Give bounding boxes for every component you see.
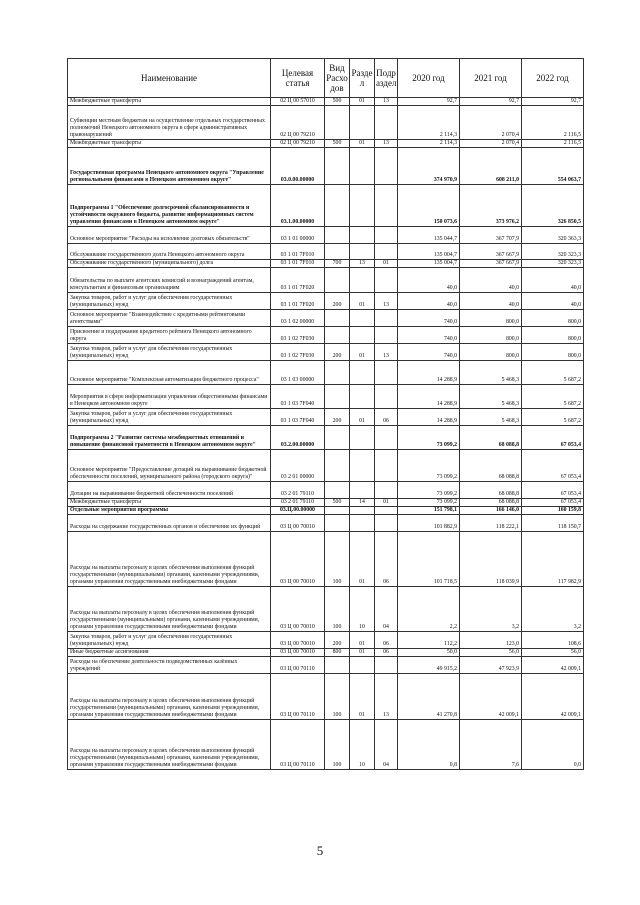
row-expense-type bbox=[325, 450, 350, 482]
row-subsection: 06 bbox=[375, 649, 398, 657]
row-value-2021: 118 039,9 bbox=[460, 532, 522, 587]
row-section bbox=[350, 310, 375, 327]
header-section: Разде л bbox=[350, 59, 375, 98]
row-subsection bbox=[375, 244, 398, 260]
row-expense-type bbox=[325, 106, 350, 140]
row-expense-type bbox=[325, 227, 350, 244]
row-section bbox=[350, 185, 375, 227]
table-row bbox=[68, 268, 584, 293]
row-name: Основное мероприятие "Предоставление дотаций на выравнивание бюджетной обеспеченности поселений, муниципального района (городского округа)" bbox=[68, 450, 271, 482]
row-value-2021: 118 222,1 bbox=[460, 515, 522, 532]
row-subsection bbox=[375, 361, 398, 385]
row-subsection bbox=[375, 482, 398, 499]
row-target-article: 03 Ц 00 70010 bbox=[271, 515, 325, 532]
row-value-2022: 2 116,5 bbox=[522, 106, 584, 140]
row-value-2021: 123,0 bbox=[460, 632, 522, 649]
table-row bbox=[68, 632, 584, 649]
row-expense-type bbox=[325, 148, 350, 185]
row-value-2022: 800,0 bbox=[522, 310, 584, 327]
row-section: 01 bbox=[350, 409, 375, 426]
row-target-article: 03 1 01 7F010 bbox=[271, 260, 325, 268]
row-value-2022: 67 053,4 bbox=[522, 426, 584, 450]
table-row bbox=[68, 327, 584, 344]
row-section: 10 bbox=[350, 720, 375, 770]
row-section bbox=[350, 106, 375, 140]
row-name: Основное мероприятие "Комплексная автоматизация бюджетного процесса" bbox=[68, 361, 271, 385]
row-name: Обязательства по выплате агентских комиссий и вознаграждений агентам, консультантам и финансовым организациям bbox=[68, 268, 271, 293]
table-row bbox=[68, 507, 584, 515]
row-name: Иные бюджетные ассигнования bbox=[68, 649, 271, 657]
row-section bbox=[350, 450, 375, 482]
row-target-article: 03 1 02 00000 bbox=[271, 310, 325, 327]
row-subsection bbox=[375, 515, 398, 532]
row-value-2020: 2,2 bbox=[398, 587, 460, 632]
row-section: 13 bbox=[350, 260, 375, 268]
row-value-2022: 0,0 bbox=[522, 720, 584, 770]
row-name: Закупка товаров, работ и услуг для обеспечения государственных (муниципальных) нужд bbox=[68, 409, 271, 426]
row-value-2020: 14 288,9 bbox=[398, 385, 460, 409]
row-section bbox=[350, 426, 375, 450]
row-value-2022: 42 009,1 bbox=[522, 657, 584, 674]
row-subsection bbox=[375, 106, 398, 140]
header-year-2020: 2020 год bbox=[398, 59, 460, 98]
row-target-article: 03 1 03 00000 bbox=[271, 361, 325, 385]
row-name: Расходы на выплаты персоналу в целях обеспечения выполнения функций государственными (муниципальными) органами, казенными учреждениями, органами управления государственными внебюджетными фондами bbox=[68, 532, 271, 587]
row-target-article: 02 Ц 00 57010 bbox=[271, 98, 325, 106]
row-section: 01 bbox=[350, 632, 375, 649]
row-value-2020: 14 288,9 bbox=[398, 361, 460, 385]
row-subsection: 01 bbox=[375, 260, 398, 268]
row-value-2020: 151 798,1 bbox=[398, 507, 460, 515]
row-section: 01 bbox=[350, 649, 375, 657]
row-subsection: 13 bbox=[375, 140, 398, 148]
row-name: Межбюджетные трансферты bbox=[68, 140, 271, 148]
row-expense-type: 700 bbox=[325, 260, 350, 268]
table-row bbox=[68, 310, 584, 327]
row-subsection: 04 bbox=[375, 720, 398, 770]
row-value-2021: 373 976,2 bbox=[460, 185, 522, 227]
row-target-article: 03 1 01 7F010 bbox=[271, 244, 325, 260]
row-name: Подпрограмма 1 "Обеспечение долгосрочной сбалансированности и устойчивости окружного бюджета, развитие информационных систем управления финансами в Ненецком автономном округе" bbox=[68, 185, 271, 227]
row-value-2021: 3,2 bbox=[460, 587, 522, 632]
row-subsection: 13 bbox=[375, 293, 398, 310]
row-target-article: 03 Ц 00 70010 bbox=[271, 649, 325, 657]
row-value-2021: 5 468,3 bbox=[460, 409, 522, 426]
row-target-article: 03 1 01 7F020 bbox=[271, 293, 325, 310]
header-expense-type: Вид Расхо дов bbox=[325, 59, 350, 98]
row-value-2021: 800,0 bbox=[460, 310, 522, 327]
row-name: Основное мероприятие "Расходы на исполнение долговых обязательств" bbox=[68, 227, 271, 244]
row-subsection: 04 bbox=[375, 587, 398, 632]
row-value-2020: 73 099,2 bbox=[398, 426, 460, 450]
row-expense-type: 500 bbox=[325, 140, 350, 148]
header-year-2022: 2022 год bbox=[522, 59, 584, 98]
table-row bbox=[68, 450, 584, 482]
table-row bbox=[68, 587, 584, 632]
row-value-2022: 117 982,9 bbox=[522, 532, 584, 587]
table-row bbox=[68, 385, 584, 409]
row-expense-type: 100 bbox=[325, 532, 350, 587]
row-value-2020: 374 970,9 bbox=[398, 148, 460, 185]
row-value-2020: 101 882,9 bbox=[398, 515, 460, 532]
row-subsection bbox=[375, 426, 398, 450]
row-section: 01 bbox=[350, 98, 375, 106]
row-subsection bbox=[375, 327, 398, 344]
row-target-article: 03 Ц 00 70110 bbox=[271, 657, 325, 674]
row-target-article: 02 Ц 00 79210 bbox=[271, 106, 325, 140]
row-value-2020: 0,8 bbox=[398, 720, 460, 770]
table-row bbox=[68, 148, 584, 185]
row-value-2022: 320 323,3 bbox=[522, 260, 584, 268]
row-section bbox=[350, 227, 375, 244]
row-value-2020: 740,0 bbox=[398, 344, 460, 361]
row-name: Расходы на обеспечение деятельности подведомственных казённых учреждений bbox=[68, 657, 271, 674]
row-subsection: 06 bbox=[375, 409, 398, 426]
row-expense-type bbox=[325, 268, 350, 293]
row-value-2020: 101 718,5 bbox=[398, 532, 460, 587]
row-expense-type bbox=[325, 515, 350, 532]
row-value-2020: 92,7 bbox=[398, 98, 460, 106]
row-target-article: 03 Ц 00 70010 bbox=[271, 632, 325, 649]
row-expense-type: 200 bbox=[325, 632, 350, 649]
row-target-article: 03 Ц 00 70010 bbox=[271, 587, 325, 632]
row-value-2022: 3,2 bbox=[522, 587, 584, 632]
row-value-2022: 118 150,7 bbox=[522, 515, 584, 532]
row-value-2020: 73 099,2 bbox=[398, 499, 460, 507]
row-subsection bbox=[375, 507, 398, 515]
table-row bbox=[68, 244, 584, 260]
row-target-article: 03 2 01 79110 bbox=[271, 482, 325, 499]
table-row bbox=[68, 649, 584, 657]
row-target-article: 02 Ц 00 79210 bbox=[271, 140, 325, 148]
row-value-2021: 367 707,9 bbox=[460, 227, 522, 244]
row-expense-type bbox=[325, 482, 350, 499]
row-subsection bbox=[375, 227, 398, 244]
row-value-2021: 7,6 bbox=[460, 720, 522, 770]
row-section: 01 bbox=[350, 140, 375, 148]
row-target-article: 03 1 01 7F020 bbox=[271, 268, 325, 293]
row-value-2020: 740,0 bbox=[398, 327, 460, 344]
row-value-2021: 800,0 bbox=[460, 344, 522, 361]
row-target-article: 03.Ц.00.00000 bbox=[271, 507, 325, 515]
table-row bbox=[68, 344, 584, 361]
row-target-article: 03 Ц 00 70010 bbox=[271, 532, 325, 587]
row-name: Закупка товаров, работ и услуг для обеспечения государственных (муниципальных) нужд bbox=[68, 293, 271, 310]
table-row bbox=[68, 106, 584, 140]
row-section bbox=[350, 507, 375, 515]
row-value-2020: 135 004,7 bbox=[398, 260, 460, 268]
row-target-article: 03 Ц 00 70110 bbox=[271, 720, 325, 770]
row-expense-type bbox=[325, 385, 350, 409]
row-subsection bbox=[375, 148, 398, 185]
row-expense-type: 800 bbox=[325, 649, 350, 657]
row-target-article: 03 1 01 00000 bbox=[271, 227, 325, 244]
table-row bbox=[68, 409, 584, 426]
table-row bbox=[68, 227, 584, 244]
row-section: 10 bbox=[350, 587, 375, 632]
page-number: 5 bbox=[316, 843, 324, 858]
row-subsection: 06 bbox=[375, 632, 398, 649]
row-value-2022: 5 687,2 bbox=[522, 409, 584, 426]
row-value-2022: 67 053,4 bbox=[522, 499, 584, 507]
row-expense-type: 500 bbox=[325, 499, 350, 507]
row-section bbox=[350, 515, 375, 532]
row-expense-type bbox=[325, 507, 350, 515]
row-name: Расходы на содержание государственных органов и обеспечение их функций bbox=[68, 515, 271, 532]
row-value-2020: 50,0 bbox=[398, 649, 460, 657]
row-expense-type bbox=[325, 185, 350, 227]
row-value-2022: 42 009,1 bbox=[522, 674, 584, 720]
row-value-2022: 56,0 bbox=[522, 649, 584, 657]
row-expense-type: 100 bbox=[325, 587, 350, 632]
row-expense-type: 200 bbox=[325, 344, 350, 361]
row-subsection bbox=[375, 385, 398, 409]
row-expense-type bbox=[325, 426, 350, 450]
row-value-2022: 800,0 bbox=[522, 344, 584, 361]
row-target-article: 03.2.00.00000 bbox=[271, 426, 325, 450]
row-value-2022: 40,0 bbox=[522, 293, 584, 310]
row-value-2022: 320 323,3 bbox=[522, 244, 584, 260]
row-name: Субвенции местным бюджетам на осуществление отдельных государственных полномочий Ненецкого автономного округа в сфере административных правонарушений bbox=[68, 106, 271, 140]
header-target-article: Целевая статья bbox=[271, 59, 325, 98]
row-value-2020: 135 044,7 bbox=[398, 227, 460, 244]
row-section bbox=[350, 244, 375, 260]
row-value-2022: 2 116,5 bbox=[522, 140, 584, 148]
row-value-2020: 49 915,2 bbox=[398, 657, 460, 674]
row-value-2021: 42 009,1 bbox=[460, 674, 522, 720]
row-value-2021: 5 468,3 bbox=[460, 385, 522, 409]
row-value-2022: 554 063,7 bbox=[522, 148, 584, 185]
row-expense-type: 100 bbox=[325, 720, 350, 770]
row-value-2022: 800,0 bbox=[522, 327, 584, 344]
row-subsection: 13 bbox=[375, 98, 398, 106]
table-row bbox=[68, 720, 584, 770]
header-name: Наименование bbox=[68, 59, 271, 98]
row-name: Дотации на выравнивание бюджетной обеспеченности поселений bbox=[68, 482, 271, 499]
row-value-2020: 73 099,2 bbox=[398, 450, 460, 482]
row-name: Закупка товаров, работ и услуг для обеспечения государственных (муниципальных) нужд bbox=[68, 344, 271, 361]
row-expense-type bbox=[325, 327, 350, 344]
row-expense-type: 100 bbox=[325, 674, 350, 720]
row-target-article: 03 Ц 00 70110 bbox=[271, 674, 325, 720]
row-section: 01 bbox=[350, 293, 375, 310]
row-subsection bbox=[375, 310, 398, 327]
row-section: 01 bbox=[350, 674, 375, 720]
row-section: 01 bbox=[350, 532, 375, 587]
row-section bbox=[350, 482, 375, 499]
row-target-article: 03 2 01 79110 bbox=[271, 499, 325, 507]
row-expense-type: 200 bbox=[325, 409, 350, 426]
table-row bbox=[68, 361, 584, 385]
row-subsection bbox=[375, 268, 398, 293]
budget-table bbox=[67, 58, 584, 770]
row-value-2021: 68 088,8 bbox=[460, 499, 522, 507]
row-value-2021: 68 088,8 bbox=[460, 450, 522, 482]
row-expense-type bbox=[325, 310, 350, 327]
row-section bbox=[350, 385, 375, 409]
row-value-2021: 68 088,8 bbox=[460, 426, 522, 450]
row-value-2020: 14 288,9 bbox=[398, 409, 460, 426]
row-target-article: 03 1 02 7F030 bbox=[271, 327, 325, 344]
row-target-article: 03.1.00.00000 bbox=[271, 185, 325, 227]
row-value-2020: 2 114,3 bbox=[398, 140, 460, 148]
header-year-2021: 2021 год bbox=[460, 59, 522, 98]
row-value-2022: 108,6 bbox=[522, 632, 584, 649]
row-value-2022: 160 159,8 bbox=[522, 507, 584, 515]
row-name: Отдельные мероприятия программы bbox=[68, 507, 271, 515]
row-expense-type bbox=[325, 657, 350, 674]
row-value-2020: 740,0 bbox=[398, 310, 460, 327]
table-row bbox=[68, 140, 584, 148]
row-value-2022: 67 053,4 bbox=[522, 482, 584, 499]
row-value-2022: 67 053,4 bbox=[522, 450, 584, 482]
table-row bbox=[68, 185, 584, 227]
row-subsection: 13 bbox=[375, 344, 398, 361]
row-section: 14 bbox=[350, 499, 375, 507]
row-section bbox=[350, 361, 375, 385]
row-value-2021: 608 211,0 bbox=[460, 148, 522, 185]
row-name: Присвоение и поддержание кредитного рейтинга Ненецкого автономного округа bbox=[68, 327, 271, 344]
row-value-2022: 92,7 bbox=[522, 98, 584, 106]
row-target-article: 03.0.00.00000 bbox=[271, 148, 325, 185]
row-value-2020: 112,2 bbox=[398, 632, 460, 649]
row-value-2021: 2 070,4 bbox=[460, 106, 522, 140]
row-name: Подпрограмма 2 "Развитие системы межбюджетных отношений и повышение финансовой грамотности в Ненецком автономном округе" bbox=[68, 426, 271, 450]
row-value-2022: 5 687,2 bbox=[522, 385, 584, 409]
row-name: Межбюджетные трансферты bbox=[68, 499, 271, 507]
table-row bbox=[68, 674, 584, 720]
row-value-2022: 5 687,2 bbox=[522, 361, 584, 385]
table-row bbox=[68, 532, 584, 587]
header-subsection: Подр аздел bbox=[375, 59, 398, 98]
row-subsection bbox=[375, 185, 398, 227]
row-section bbox=[350, 327, 375, 344]
row-name: Обслуживание государственного долга Ненецкого автономного округа bbox=[68, 244, 271, 260]
row-name: Закупка товаров, работ и услуг для обеспечения государственных (муниципальных) нужд bbox=[68, 632, 271, 649]
row-name: Государственная программа Ненецкого автономного округа "Управление региональными финансами в Ненецком автономном округе" bbox=[68, 148, 271, 185]
table-row bbox=[68, 499, 584, 507]
row-value-2021: 5 468,3 bbox=[460, 361, 522, 385]
row-section bbox=[350, 268, 375, 293]
table-row bbox=[68, 293, 584, 310]
row-expense-type: 500 bbox=[325, 98, 350, 106]
row-value-2020: 135 004,7 bbox=[398, 244, 460, 260]
table-row bbox=[68, 657, 584, 674]
row-target-article: 03 1 02 7F030 bbox=[271, 344, 325, 361]
row-subsection bbox=[375, 657, 398, 674]
row-target-article: 03 1 03 7F040 bbox=[271, 409, 325, 426]
row-value-2021: 367 667,9 bbox=[460, 244, 522, 260]
row-value-2021: 68 088,8 bbox=[460, 482, 522, 499]
row-expense-type bbox=[325, 244, 350, 260]
row-value-2020: 40,0 bbox=[398, 268, 460, 293]
row-value-2021: 47 923,9 bbox=[460, 657, 522, 674]
row-value-2020: 40,0 bbox=[398, 293, 460, 310]
row-subsection: 06 bbox=[375, 532, 398, 587]
row-value-2021: 92,7 bbox=[460, 98, 522, 106]
row-value-2021: 166 146,0 bbox=[460, 507, 522, 515]
row-expense-type: 200 bbox=[325, 293, 350, 310]
row-section bbox=[350, 148, 375, 185]
row-expense-type bbox=[325, 361, 350, 385]
row-target-article: 03 1 03 7F040 bbox=[271, 385, 325, 409]
row-section bbox=[350, 657, 375, 674]
row-value-2022: 320 363,3 bbox=[522, 227, 584, 244]
row-name: Расходы на выплаты персоналу в целях обеспечения выполнения функций государственными (муниципальными) органами, казенными учреждениями, органами управления государственными внебюджетными фондами bbox=[68, 720, 271, 770]
row-value-2021: 2 070,4 bbox=[460, 140, 522, 148]
row-name: Основное мероприятие "Взаимодействие с кредитными рейтинговыми агентствами" bbox=[68, 310, 271, 327]
row-subsection: 01 bbox=[375, 499, 398, 507]
row-value-2020: 2 114,3 bbox=[398, 106, 460, 140]
row-value-2021: 40,0 bbox=[460, 268, 522, 293]
row-name: Расходы на выплаты персоналу в целях обеспечения выполнения функций государственными (муниципальными) органами, казенными учреждениями, органами управления государственными внебюджетными фондами bbox=[68, 587, 271, 632]
row-value-2020: 150 073,6 bbox=[398, 185, 460, 227]
row-target-article: 03 2 01 00000 bbox=[271, 450, 325, 482]
table-header-row bbox=[68, 59, 584, 98]
row-subsection: 13 bbox=[375, 674, 398, 720]
table-row bbox=[68, 482, 584, 499]
row-value-2021: 56,0 bbox=[460, 649, 522, 657]
row-subsection bbox=[375, 450, 398, 482]
row-value-2020: 73 099,2 bbox=[398, 482, 460, 499]
table-row bbox=[68, 515, 584, 532]
row-value-2022: 40,0 bbox=[522, 268, 584, 293]
row-value-2021: 40,0 bbox=[460, 293, 522, 310]
row-section: 01 bbox=[350, 344, 375, 361]
row-name: Мероприятия в сфере информатизации управления общественными финансами в Ненецком автономном округе bbox=[68, 385, 271, 409]
table-row bbox=[68, 260, 584, 268]
table-row bbox=[68, 426, 584, 450]
row-name: Обслуживание государственного (муниципального) долга bbox=[68, 260, 271, 268]
row-value-2021: 800,0 bbox=[460, 327, 522, 344]
row-name: Расходы на выплаты персоналу в целях обеспечения выполнения функций государственными (муниципальными) органами, казенными учреждениями, органами управления государственными внебюджетными фондами bbox=[68, 674, 271, 720]
row-value-2022: 326 850,5 bbox=[522, 185, 584, 227]
table-row bbox=[68, 98, 584, 106]
table-body bbox=[68, 98, 584, 770]
row-name: Межбюджетные трансферты bbox=[68, 98, 271, 106]
row-value-2020: 41 270,8 bbox=[398, 674, 460, 720]
row-value-2021: 367 667,9 bbox=[460, 260, 522, 268]
